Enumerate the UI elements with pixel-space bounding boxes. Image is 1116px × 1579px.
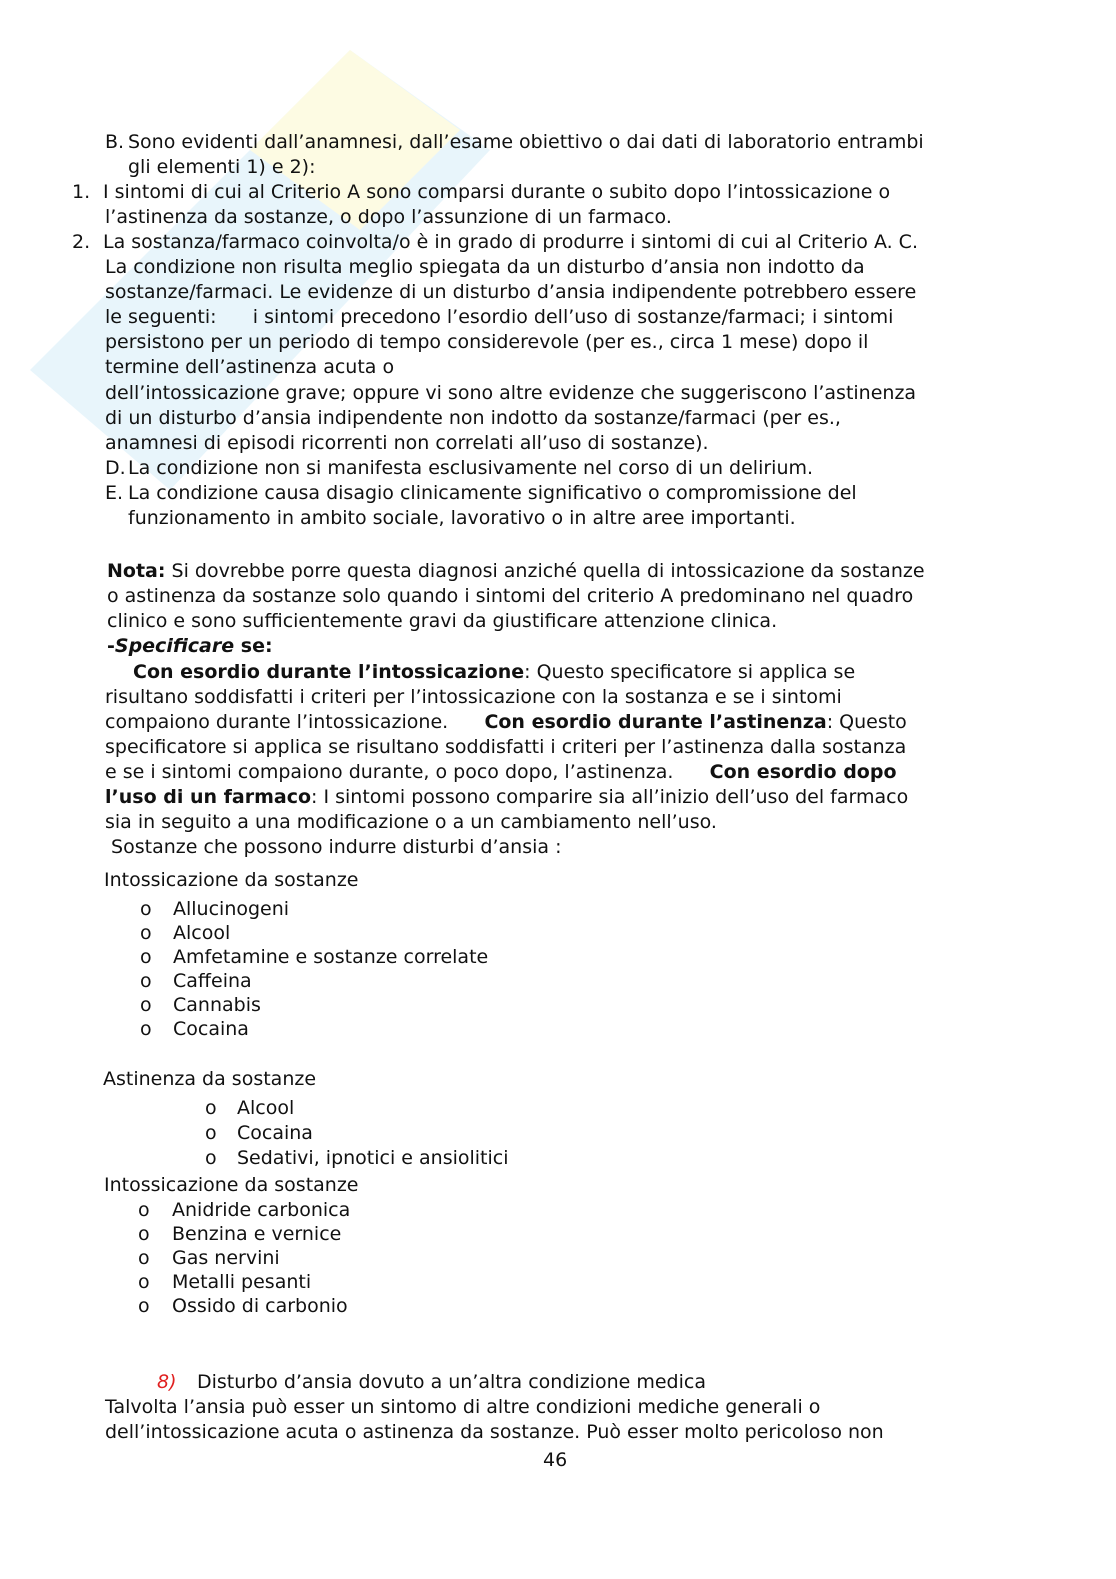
list-item: Gas nervini xyxy=(172,1247,280,1269)
bullet-icon: o xyxy=(140,898,152,920)
item2-line: La condizione non risulta meglio spiegata da un disturbo d’ansia non indotto da xyxy=(105,256,865,278)
bullet-icon: o xyxy=(205,1097,217,1119)
bullet-icon: o xyxy=(138,1247,150,1269)
section-line: dell’intossicazione acuta o astinenza da sostanze. Può esser molto pericoloso non xyxy=(105,1421,884,1443)
specify-line xyxy=(105,760,897,785)
bullet-icon: o xyxy=(140,946,152,968)
farm-text: : I sintomi possono comparire sia all’inizio dell’uso del farmaco xyxy=(311,786,909,808)
specify-label: Specificare xyxy=(114,635,235,657)
item2-line: le seguenti: i sintomi precedono l’esordio dell’uso di sostanze/farmaci; i sintomi xyxy=(105,306,894,328)
list-item: Metalli pesanti xyxy=(172,1271,312,1293)
intox-label: Con esordio durante l’intossicazione xyxy=(133,661,525,683)
item2-line: La sostanza/farmaco coinvolta/o è in grado di produrre i sintomi di cui al Criterio A. C. xyxy=(103,231,918,253)
farm-label: l’uso di un farmaco xyxy=(105,786,312,808)
section-title: Disturbo d’ansia dovuto a un’altra condizione medica xyxy=(197,1371,706,1393)
list-item: Cannabis xyxy=(173,994,261,1016)
criterion-e-marker: E. xyxy=(105,482,124,504)
criterion-b-line: gli elementi 1) e 2): xyxy=(128,156,316,178)
bullet-icon: o xyxy=(140,994,152,1016)
list-item: Alcool xyxy=(173,922,231,944)
bullet-icon: o xyxy=(140,970,152,992)
specify-heading xyxy=(107,634,273,659)
dash: - xyxy=(107,635,115,657)
bullet-icon: o xyxy=(138,1199,150,1221)
list-item: Benzina e vernice xyxy=(172,1223,342,1245)
item2-marker: 2. xyxy=(72,231,91,253)
list-item: Caffeina xyxy=(173,970,252,992)
nota-line: clinico e sono sufficientemente gravi da giustificare attenzione clinica. xyxy=(107,610,778,632)
specify-line xyxy=(105,710,907,735)
item1-marker: 1. xyxy=(72,181,91,203)
section-number: 8) xyxy=(157,1371,177,1393)
bullet-icon: o xyxy=(140,1018,152,1040)
specify-se: se: xyxy=(234,635,273,657)
list-item: Alcool xyxy=(237,1097,295,1119)
specify-line: risultano soddisfatti i criteri per l’intossicazione con la sostanza e se i sintomi xyxy=(105,686,842,708)
list-item: Sedativi, ipnotici e ansiolitici xyxy=(237,1147,509,1169)
list-item: Allucinogeni xyxy=(173,898,290,920)
item2-line: di un disturbo d’ansia indipendente non indotto da sostanze/farmaci (per es., xyxy=(105,407,841,429)
list-item: Anidride carbonica xyxy=(172,1199,351,1221)
nota-text: Si dovrebbe porre questa diagnosi anziché quella di intossicazione da sostanze xyxy=(165,560,925,582)
specify-line: sia in seguito a una modificazione o a un cambiamento nell’uso. xyxy=(105,811,717,833)
criterion-d-text: La condizione non si manifesta esclusivamente nel corso di un delirium. xyxy=(128,457,814,479)
bullet-icon: o xyxy=(138,1295,150,1317)
criterion-d-marker: D. xyxy=(105,457,126,479)
item2-line: sostanze/farmaci. Le evidenze di un disturbo d’ansia indipendente potrebbero essere xyxy=(105,281,917,303)
item2-line: termine dell’astinenza acuta o xyxy=(105,356,395,378)
specify-line xyxy=(105,785,908,810)
criterion-e-line: La condizione causa disagio clinicamente significativo o compromissione del xyxy=(128,482,857,504)
text: e se i sintomi compaiono durante, o poco dopo, l’astinenza. xyxy=(105,761,710,783)
item2-line: persistono per un periodo di tempo considerevole (per es., circa 1 mese) dopo il xyxy=(105,331,869,353)
list-title: Intossicazione da sostanze xyxy=(104,1174,359,1196)
section-line: Talvolta l’ansia può esser un sintomo di altre condizioni mediche generali o xyxy=(105,1396,821,1418)
nota-label: Nota: xyxy=(107,560,166,582)
bullet-icon: o xyxy=(205,1122,217,1144)
item2-line: dell’intossicazione grave; oppure vi sono altre evidenze che suggeriscono l’astinenza xyxy=(105,382,917,404)
bullet-icon: o xyxy=(138,1271,150,1293)
list-item: Cocaina xyxy=(173,1018,249,1040)
specify-line: specificatore si applica se risultano soddisfatti i criteri per l’astinenza dalla sostanza xyxy=(105,736,907,758)
nota-line: o astinenza da sostanze solo quando i sintomi del criterio A predominano nel quadro xyxy=(107,585,914,607)
list-title: Intossicazione da sostanze xyxy=(104,869,359,891)
item2-line: anamnesi di episodi ricorrenti non correlati all’uso di sostanze). xyxy=(105,432,709,454)
list-title: Astinenza da sostanze xyxy=(103,1068,317,1090)
criterion-b-line: Sono evidenti dall’anamnesi, dall’esame obiettivo o dai dati di laboratorio entrambi xyxy=(128,131,924,153)
specify-line xyxy=(133,660,855,685)
list-item: Cocaina xyxy=(237,1122,313,1144)
substances-intro: Sostanze che possono indurre disturbi d’ansia : xyxy=(105,836,562,858)
bullet-icon: o xyxy=(138,1223,150,1245)
list-item: Amfetamine e sostanze correlate xyxy=(173,946,489,968)
intox-text: : Questo specificatore si applica se xyxy=(524,661,856,683)
nota-line xyxy=(107,559,925,584)
text: compaiono durante l’intossicazione. xyxy=(105,711,485,733)
farm-label: Con esordio dopo xyxy=(709,761,897,783)
list-item: Ossido di carbonio xyxy=(172,1295,348,1317)
item1-line: I sintomi di cui al Criterio A sono comparsi durante o subito dopo l’intossicazione o xyxy=(103,181,891,203)
bullet-icon: o xyxy=(140,922,152,944)
criterion-b-marker: B. xyxy=(105,131,125,153)
astin-text: : Questo xyxy=(826,711,907,733)
bullet-icon: o xyxy=(205,1147,217,1169)
astin-label: Con esordio durante l’astinenza xyxy=(484,711,827,733)
item1-line: l’astinenza da sostanze, o dopo l’assunzione di un farmaco. xyxy=(105,206,672,228)
criterion-e-line: funzionamento in ambito sociale, lavorativo o in altre aree importanti. xyxy=(128,507,796,529)
page-number: 46 xyxy=(543,1449,568,1471)
